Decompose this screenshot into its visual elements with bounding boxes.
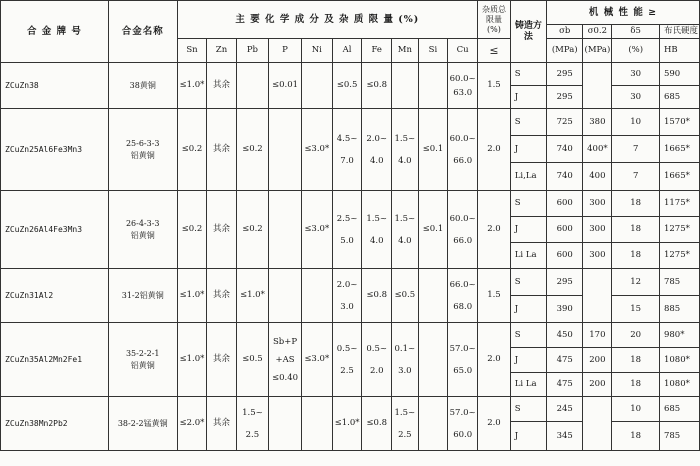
cell-p: [269, 191, 302, 269]
cell-hb: 590: [659, 63, 699, 86]
cell-sigma-02: 380: [583, 109, 612, 136]
fe-max: 4.0: [369, 155, 384, 166]
cell-impurity: 2.0: [478, 191, 511, 269]
cell-impurity: 1.5: [478, 269, 511, 323]
cell-sn: ≤2.0*: [177, 397, 207, 451]
al-max: 5.0: [340, 235, 354, 246]
cu-min: 60.0~: [449, 213, 476, 224]
row-name: 38-2-2锰黄铜: [108, 397, 177, 451]
cell-fe: ≤0.8: [362, 269, 392, 323]
header-hb: 布氏硬度: [659, 25, 699, 39]
cell-sigma-b: 295: [547, 269, 583, 296]
cell-sigma-02: 300: [583, 217, 612, 243]
cell-zn: 其余: [207, 109, 236, 191]
cell-cu: [448, 269, 478, 323]
cell-al: [332, 269, 362, 323]
al-min: 2.5~: [336, 213, 358, 224]
header-element-pb: Pb: [236, 39, 269, 63]
cell-mn: [391, 63, 418, 109]
cell-pb: [236, 63, 269, 109]
cell-impurity: 1.5: [478, 63, 511, 109]
cell-delta: 18: [612, 373, 660, 397]
row-name: [108, 109, 177, 191]
header-hb-unit: HB: [659, 39, 699, 63]
cell-hb: 1080*: [659, 348, 699, 373]
cell-fe: ≤0.8: [362, 63, 392, 109]
header-element-al: Al: [332, 39, 362, 63]
name-line-2: 铝黄铜: [130, 230, 155, 240]
cell-delta: 12: [612, 269, 660, 296]
cell-fe: [362, 191, 392, 269]
cell-sigma-b: 725: [547, 109, 583, 136]
al-min: 2.0~: [336, 279, 358, 290]
cell-si: ≤0.1: [418, 109, 448, 191]
cell-fe: [362, 323, 392, 397]
header-element-p: P: [269, 39, 302, 63]
cell-sigma-b: 450: [547, 323, 583, 348]
cell-sigma-02: [583, 269, 612, 323]
cell-zn: 其余: [207, 397, 236, 451]
al-min: 4.5~: [336, 133, 358, 144]
cu-max: 60.0: [453, 429, 473, 440]
cell-cu: [448, 109, 478, 191]
row-grade: ZCuZn35Al2Mn2Fe1: [1, 323, 109, 397]
cell-sigma-b: 475: [547, 373, 583, 397]
cell-fe: [362, 109, 392, 191]
cell-hb: 785: [659, 269, 699, 296]
cell-delta: 18: [612, 348, 660, 373]
row-grade: ZCuZn38: [1, 63, 109, 109]
name-line-1: 26-4-3-3: [125, 218, 160, 228]
row-name: 38黄铜: [108, 63, 177, 109]
pb-min: 1.5~: [242, 407, 263, 418]
name-line-1: 25-6-3-3: [125, 138, 160, 148]
cell-fe: ≤0.8: [362, 397, 392, 451]
mn-max: 2.5: [398, 429, 412, 440]
cu-max: 65.0: [453, 365, 473, 376]
name-line-2: 铝黄铜: [130, 360, 155, 370]
header-impurity: 杂质总限量(%): [478, 1, 511, 39]
header-casting: 铸造方法: [510, 1, 546, 63]
cell-sigma-02: 170: [583, 323, 612, 348]
fe-max: 4.0: [369, 235, 384, 246]
cell-delta: 7: [612, 136, 660, 163]
cell-method: S: [510, 323, 546, 348]
p-line-1: Sb+P: [272, 336, 298, 347]
p-line-3: ≤0.40: [272, 372, 299, 383]
mn-min: 1.5~: [394, 213, 416, 224]
cell-hb: 885: [659, 296, 699, 323]
row-grade: ZCuZn26Al4Fe3Mn3: [1, 191, 109, 269]
cell-p: [269, 397, 302, 451]
cell-zn: 其余: [207, 63, 236, 109]
cell-sigma-b: 390: [547, 296, 583, 323]
cell-cu: [448, 63, 478, 109]
cell-pb: ≤0.2: [236, 109, 269, 191]
cell-ni: ≤3.0*: [301, 191, 332, 269]
cell-hb: 1080*: [659, 373, 699, 397]
cell-hb: 980*: [659, 323, 699, 348]
row-name: [108, 191, 177, 269]
header-element-si: Si: [418, 39, 448, 63]
cell-si: ≤0.1: [418, 191, 448, 269]
cell-zn: 其余: [207, 323, 236, 397]
cell-sigma-02: 200: [583, 348, 612, 373]
cell-mn: [391, 109, 418, 191]
cell-impurity: 2.0: [478, 323, 511, 397]
cell-delta: 18: [612, 217, 660, 243]
cell-ni: [301, 397, 332, 451]
header-composition: 主 要 化 学 成 分 及 杂 质 限 量 (%): [177, 1, 478, 39]
mn-min: 1.5~: [394, 133, 416, 144]
cell-method: Li La: [510, 373, 546, 397]
cell-method: S: [510, 63, 546, 86]
header-sigma-b: σb: [547, 25, 583, 39]
cell-sigma-b: 600: [547, 243, 583, 269]
cell-hb: 1275*: [659, 217, 699, 243]
cell-sigma-b: 600: [547, 191, 583, 217]
cell-method: J: [510, 348, 546, 373]
cu-max: 63.0: [453, 87, 473, 98]
cell-sigma-b: 740: [547, 163, 583, 191]
cell-hb: 1665*: [659, 163, 699, 191]
row-grade: ZCuZn38Mn2Pb2: [1, 397, 109, 451]
cell-delta: 7: [612, 163, 660, 191]
cell-pb: ≤0.5: [236, 323, 269, 397]
cell-zn: 其余: [207, 269, 236, 323]
cu-min: 60.0~: [449, 73, 476, 84]
cell-mn: [391, 191, 418, 269]
cell-cu: [448, 397, 478, 451]
header-element-cu: Cu: [448, 39, 478, 63]
header-grade: 合 金 牌 号: [1, 1, 109, 63]
cell-pb: [236, 397, 269, 451]
cell-mn: [391, 397, 418, 451]
cell-impurity: 2.0: [478, 397, 511, 451]
cell-sigma-02: [583, 397, 612, 451]
cell-sn: ≤1.0*: [177, 323, 207, 397]
cell-sigma-b: 345: [547, 422, 583, 451]
cell-delta: 30: [612, 63, 660, 86]
cu-max: 66.0: [453, 235, 473, 246]
cell-al: ≤0.5: [332, 63, 362, 109]
header-element-zn: Zn: [207, 39, 236, 63]
cell-method: J: [510, 136, 546, 163]
mn-max: 3.0: [398, 365, 412, 376]
cell-sigma-02: 300: [583, 243, 612, 269]
fe-min: 0.5~: [366, 343, 388, 354]
fe-max: 2.0: [369, 365, 384, 376]
cell-sigma-02: 400*: [583, 136, 612, 163]
cell-sigma-02: 300: [583, 191, 612, 217]
p-line-2: +AS: [275, 354, 295, 365]
cell-sigma-b: 475: [547, 348, 583, 373]
pb-max: 2.5: [245, 429, 260, 440]
cell-si: [418, 397, 448, 451]
cell-p: ≤0.01: [269, 63, 302, 109]
cu-min: 57.0~: [449, 343, 476, 354]
header-element-mn: Mn: [391, 39, 418, 63]
cell-sigma-b: 600: [547, 217, 583, 243]
cell-delta: 18: [612, 243, 660, 269]
header-element-fe: Fe: [362, 39, 392, 63]
cell-pb: ≤1.0*: [236, 269, 269, 323]
fe-min: 2.0~: [366, 133, 388, 144]
cell-ni: [301, 63, 332, 109]
cell-hb: 1175*: [659, 191, 699, 217]
al-max: 3.0: [340, 301, 354, 312]
cell-method: S: [510, 109, 546, 136]
cell-p: [269, 269, 302, 323]
cell-hb: 785: [659, 422, 699, 451]
header-sigma-02-unit: (MPa): [583, 39, 612, 63]
mn-max: 4.0: [398, 155, 412, 166]
mn-min: 1.5~: [394, 407, 416, 418]
cell-si: [418, 269, 448, 323]
cell-method: J: [510, 217, 546, 243]
cell-sn: ≤0.2: [177, 109, 207, 191]
cell-method: Li,La: [510, 163, 546, 191]
cell-sigma-b: 295: [547, 63, 583, 86]
cell-ni: [301, 269, 332, 323]
cell-cu: [448, 191, 478, 269]
cell-method: J: [510, 296, 546, 323]
cell-ni: ≤3.0*: [301, 109, 332, 191]
header-impurity-le: ≤: [478, 39, 511, 63]
cell-delta: 10: [612, 109, 660, 136]
cell-si: [418, 323, 448, 397]
cell-method: J: [510, 86, 546, 109]
fe-min: 1.5~: [366, 213, 388, 224]
cell-p: [269, 323, 302, 397]
header-element-ni: Ni: [301, 39, 332, 63]
cell-sigma-02: 200: [583, 373, 612, 397]
row-grade: ZCuZn25Al6Fe3Mn3: [1, 109, 109, 191]
cell-sn: ≤0.2: [177, 191, 207, 269]
cu-min: 57.0~: [449, 407, 476, 418]
cell-zn: 其余: [207, 191, 236, 269]
cell-method: S: [510, 269, 546, 296]
cell-delta: 10: [612, 397, 660, 422]
cu-min: 66.0~: [449, 279, 476, 290]
cell-si: [418, 63, 448, 109]
al-max: 7.0: [340, 155, 354, 166]
header-sigma-b-unit: (MPa): [547, 39, 583, 63]
cell-sigma-02: [583, 63, 612, 109]
cell-method: S: [510, 191, 546, 217]
cell-hb: 1275*: [659, 243, 699, 269]
cell-delta: 18: [612, 191, 660, 217]
cell-hb: 685: [659, 86, 699, 109]
cell-sigma-02: 400: [583, 163, 612, 191]
row-name: 31-2铝黄铜: [108, 269, 177, 323]
cell-method: Li La: [510, 243, 546, 269]
mn-max: 4.0: [398, 235, 412, 246]
cell-hb: 1570*: [659, 109, 699, 136]
cell-method: J: [510, 422, 546, 451]
cu-min: 60.0~: [449, 133, 476, 144]
cell-hb: 1665*: [659, 136, 699, 163]
cell-al: [332, 323, 362, 397]
cu-max: 66.0: [453, 155, 473, 166]
cell-sigma-b: 740: [547, 136, 583, 163]
header-delta: δ5: [612, 25, 660, 39]
cell-mn: ≤0.5: [391, 269, 418, 323]
cell-p: [269, 109, 302, 191]
row-name: [108, 323, 177, 397]
header-element-sn: Sn: [177, 39, 207, 63]
name-line-2: 铝黄铜: [130, 150, 155, 160]
al-min: 0.5~: [336, 343, 358, 354]
cell-sn: ≤1.0*: [177, 269, 207, 323]
header-name: 合金名称: [108, 1, 177, 63]
name-line-1: 35-2-2-1: [125, 348, 160, 358]
header-sigma-02: σ0.2: [583, 25, 612, 39]
cell-impurity: 2.0: [478, 109, 511, 191]
header-delta-unit: (%): [612, 39, 660, 63]
cu-max: 68.0: [453, 301, 473, 312]
cell-al: [332, 109, 362, 191]
cell-method: S: [510, 397, 546, 422]
cell-al: ≤1.0*: [332, 397, 362, 451]
cell-ni: ≤3.0*: [301, 323, 332, 397]
row-grade: ZCuZn31Al2: [1, 269, 109, 323]
cell-cu: [448, 323, 478, 397]
cell-delta: 15: [612, 296, 660, 323]
header-mechanical: 机 械 性 能 ≥: [547, 1, 700, 25]
cell-pb: ≤0.2: [236, 191, 269, 269]
cell-delta: 20: [612, 323, 660, 348]
cell-sigma-b: 295: [547, 86, 583, 109]
al-max: 2.5: [340, 365, 354, 376]
cell-al: [332, 191, 362, 269]
cell-mn: [391, 323, 418, 397]
cell-delta: 18: [612, 422, 660, 451]
cell-sn: ≤1.0*: [177, 63, 207, 109]
cell-sigma-b: 245: [547, 397, 583, 422]
cell-delta: 30: [612, 86, 660, 109]
mn-min: 0.1~: [394, 343, 416, 354]
cell-hb: 685: [659, 397, 699, 422]
